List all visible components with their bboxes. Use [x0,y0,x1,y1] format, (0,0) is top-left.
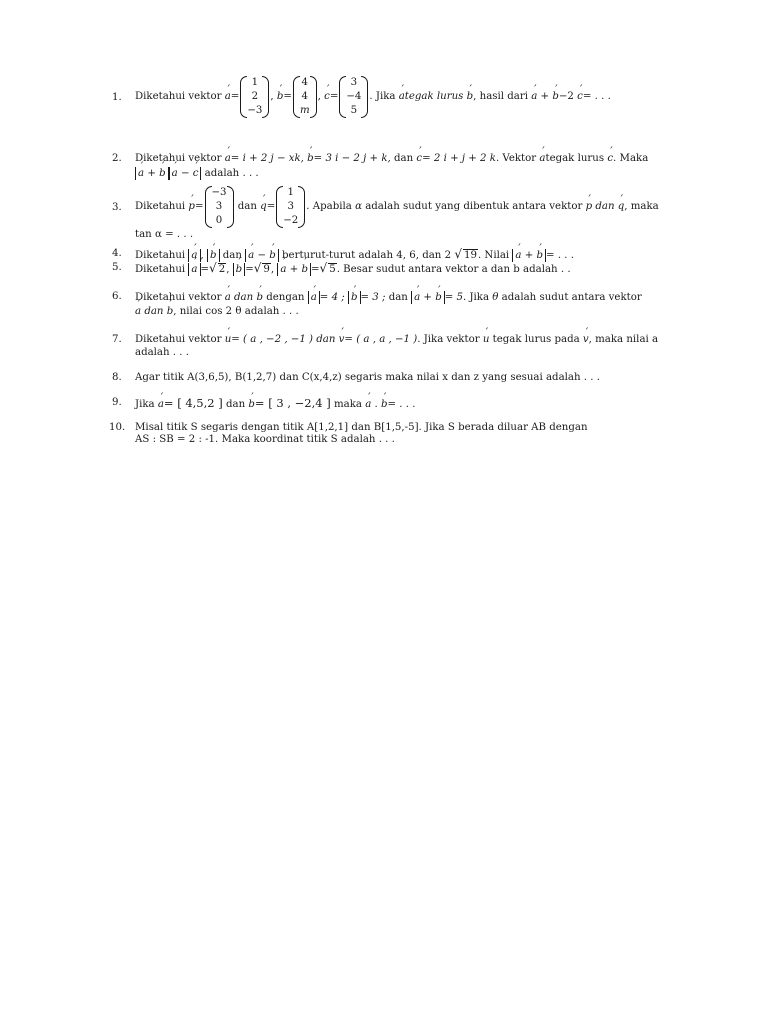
question-number: 2. [112,153,122,164]
question-6: 6. Diketahui vektor a ´ dan b ´ dengan a ´ = 4 ; b ´ = 3 ; dan a ´ + b ´ = 5. Jika θ adalah sudut antara vektor a ´ dan b ´, nilai cos 2 θ adalah . . . [112,291,672,319]
question-number: 10. [109,422,126,433]
question-1: 1. Diketahui vektor a ´= 1 2 −3 , b ´= 4 4 m , c ´= 3 −4 5 . Jika a ´tegak lurus b ´, hasil dari a ´ + b ´−2 c ´= . . . [112,76,672,120]
question-number: 3. [112,202,122,213]
question-text-line: AS : SB = 2 : -1. Maka koordinat titik S adalah . . . [135,434,395,445]
question-8 [112,372,672,386]
question-number: 8. [112,372,122,383]
question-text: Agar titik A(3,6,5), B(1,2,7) dan C(x,4,z) segaris maka nilai x dan z yang sesuai adalah . . . [135,372,600,383]
matrix-a: 1 2 −3 [240,76,269,118]
question-number: 4. [112,248,122,259]
matrix-q: 1 3 −2 [276,186,305,228]
question-3: 3. Diketahui p ´= −3 3 0 dan q ´= 1 3 −2 . Apabila α adalah sudut yang dibentuk antara vektor p ´ dan q ´, maka tan α = . . . [112,186,672,246]
vector-c: c ´ [324,91,330,103]
matrix-b: 4 4 m [293,76,317,118]
question-4: 4. Diketahui a ´ , b ´ dan a ´ − b ´ berturut-turut adalah 4, 6, dan 2 √ 19. Nilai a ´ + b ´ = . . . [112,248,672,262]
matrix-p: −3 3 0 [205,186,234,228]
vector-b: b ´ [277,91,284,103]
question-number: 5. [112,262,122,273]
question-2: 2. Diketahui vektor a ´= i + 2 j − xk, b ´= 3 i − 2 j + k, dan c ´= 2 i + j + 2 k. Vektor a ´tegak lurus c ´. Maka a ´ + b ´ a ´ − c ´ adalah . . . [112,153,672,181]
question-5: 5. Diketahui a ´ =√ 2, b ´ =√ 9, a ´ + b ´ =√ 5. Besar sudut antara vektor a dan b adalah . . [112,262,672,276]
question-number: 9. [112,397,122,408]
question-text-line: Misal titik S segaris dengan titik A[1,2,1] dan B[1,5,-5]. Jika S berada diluar AB dengan [135,422,588,433]
question-text: Diketahui vektor [135,91,225,102]
question-7: 7. Diketahui vektor u ´= ( a , −2 , −1 ) dan v ´= ( a , a , −1 ). Jika vektor u ´ tegak lurus pada v ´, maka nilai a adalah . . . [112,334,672,362]
question-9: 9. Jika a ´= [ 4,5,2 ] dan b ´= [ 3 , −2,4 ] maka a ´ . b ´= . . . [112,397,672,411]
vector-a: a ´ [225,91,231,103]
matrix-c: 3 −4 5 [339,76,368,118]
question-10 [109,422,672,448]
question-number: 7. [112,334,122,345]
question-number: 6. [112,291,122,302]
question-number: 1. [112,92,122,103]
